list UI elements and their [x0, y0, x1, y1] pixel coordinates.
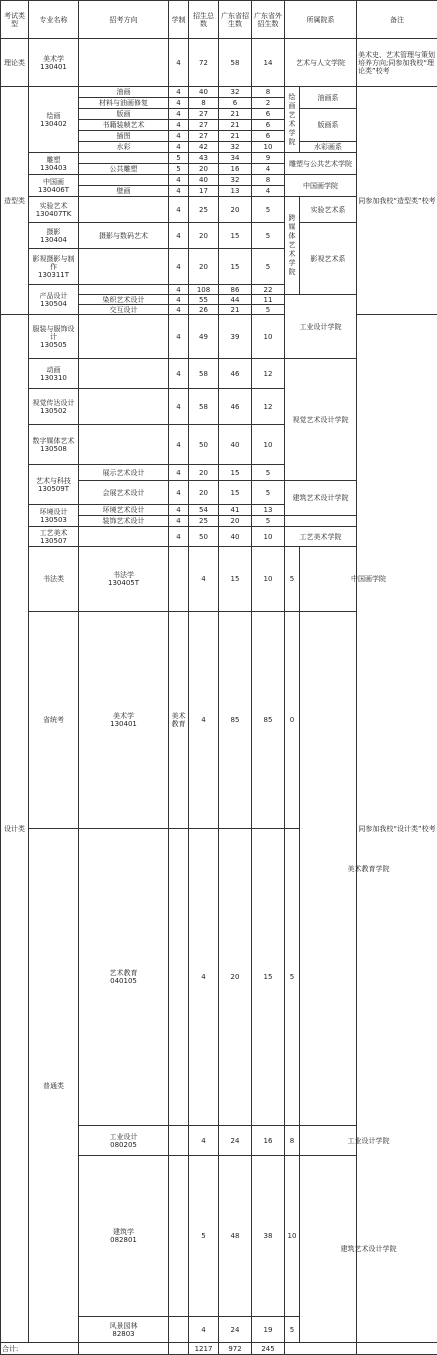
table-cell — [79, 39, 169, 87]
table-cell: 11 — [252, 295, 285, 305]
table-cell: 摄影与数码艺术 — [79, 223, 169, 249]
table-cell: 合计: — [1, 1343, 79, 1355]
table-cell: 8 — [252, 175, 285, 186]
table-cell: 跨 媒 体 艺 术 学 院 — [285, 197, 300, 295]
table-cell: 4 — [169, 249, 189, 285]
table-cell: 15 — [252, 829, 285, 1126]
table-cell: 972 — [219, 1343, 252, 1355]
table-cell: 40 — [189, 87, 219, 98]
table-cell: 58 — [189, 359, 219, 389]
table-cell: 15 — [219, 223, 252, 249]
table-cell: 会展艺术设计 — [79, 481, 169, 505]
table-cell: 4 — [169, 465, 189, 481]
table-cell: 24 — [219, 1317, 252, 1343]
table-cell — [79, 315, 169, 359]
table-cell: 书法学 130405T — [79, 547, 169, 612]
table-cell: 5 — [252, 223, 285, 249]
table-cell: 中国画学院 — [285, 175, 357, 197]
table-row — [1, 87, 437, 98]
table-cell: 雕塑 130403 — [29, 153, 79, 175]
table-cell: 6 — [252, 109, 285, 120]
table-cell: 24 — [219, 1126, 252, 1156]
table-cell: 40 — [219, 527, 252, 547]
table-cell: 20 — [189, 164, 219, 175]
table-cell: 4 — [169, 505, 189, 516]
header-note: 备注 — [357, 1, 437, 39]
table-cell: 普通类 — [29, 829, 79, 1343]
table-cell: 39 — [219, 315, 252, 359]
table-cell: 版画 — [79, 109, 169, 120]
table-cell: 省统考 — [29, 612, 79, 829]
table-cell: 46 — [219, 389, 252, 425]
table-cell: 美术史、艺术管理与策划培养方向;同参加我校“理论类”校考 — [357, 39, 437, 87]
table-cell: 交互设计 — [79, 305, 169, 315]
table-cell: 1217 — [189, 1343, 219, 1355]
table-cell: 4 — [169, 98, 189, 109]
table-cell: 72 — [189, 39, 219, 87]
table-cell: 5 — [252, 305, 285, 315]
table-cell: 8 — [252, 87, 285, 98]
table-cell — [169, 829, 189, 1126]
table-cell: 4 — [169, 186, 189, 197]
header-row — [1, 1, 437, 39]
table-cell: 85 — [252, 612, 285, 829]
table-cell: 艺术与科技 130509T — [29, 465, 79, 505]
table-cell: 19 — [252, 1317, 285, 1343]
table-cell — [285, 1343, 357, 1355]
table-cell: 14 — [252, 39, 285, 87]
table-cell: 绘画 130402 — [29, 87, 79, 153]
table-cell — [79, 1343, 169, 1355]
table-cell: 工业设计学院 — [300, 1126, 437, 1156]
table-cell: 染织艺术设计 — [79, 295, 169, 305]
table-cell: 48 — [219, 1156, 252, 1317]
table-cell: 20 — [189, 481, 219, 505]
table-cell: 环境艺术设计 — [79, 505, 169, 516]
table-cell: 4 — [169, 197, 189, 223]
table-cell: 展示艺术设计 — [79, 465, 169, 481]
table-cell: 4 — [169, 131, 189, 142]
table-cell: 服装与服饰设计 130505 — [29, 315, 79, 359]
table-cell: 风景园林 82803 — [79, 1317, 169, 1343]
table-cell: 建筑艺术设计学院 — [300, 1156, 437, 1343]
table-cell: 10 — [252, 425, 285, 465]
table-row — [1, 612, 437, 829]
table-cell: 工艺美术学院 — [285, 527, 357, 547]
table-cell: 4 — [169, 516, 189, 527]
table-cell: 10 — [252, 315, 285, 359]
table-cell: 理论类 — [1, 39, 29, 87]
table-cell: 雕塑与公共艺术学院 — [285, 153, 357, 175]
table-cell: 影视艺术系 — [300, 223, 357, 295]
table-cell: 同参加我校“造型类”校考 — [357, 87, 437, 315]
table-cell: 5 — [252, 516, 285, 527]
table-cell: 艺术与人文学院 — [285, 39, 357, 87]
table-cell: 工业设计 080205 — [79, 1126, 169, 1156]
table-cell: 4 — [169, 285, 189, 295]
table-cell: 50 — [189, 425, 219, 465]
table-cell: 数字媒体艺术 130508 — [29, 425, 79, 465]
table-cell: 8 — [189, 98, 219, 109]
table-cell: 85 — [219, 612, 252, 829]
table-cell: 13 — [219, 186, 252, 197]
table-cell: 工艺美术 130507 — [29, 527, 79, 547]
table-cell: 34 — [219, 153, 252, 164]
table-cell: 6 — [219, 98, 252, 109]
table-body — [1, 39, 437, 1355]
table-cell: 中国画学院 — [300, 547, 437, 612]
table-cell: 10 — [252, 142, 285, 153]
table-cell: 4 — [189, 547, 219, 612]
table-cell: 38 — [252, 1156, 285, 1317]
table-cell — [79, 175, 169, 186]
header-gd: 广东省招生数 — [219, 1, 252, 39]
table-cell: 书法类 — [29, 547, 79, 612]
table-cell: 25 — [189, 197, 219, 223]
table-cell: 108 — [189, 285, 219, 295]
table-cell: 实验艺术 130407TK — [29, 197, 79, 223]
table-cell: 12 — [252, 359, 285, 389]
table-cell: 4 — [169, 295, 189, 305]
table-cell: 公共雕塑 — [79, 164, 169, 175]
table-cell: 同参加我校“设计类”校考 — [357, 315, 437, 1343]
table-cell: 27 — [189, 131, 219, 142]
table-cell: 15 — [219, 547, 252, 612]
table-cell: 27 — [189, 120, 219, 131]
table-cell: 5 — [285, 1317, 300, 1343]
table-cell — [357, 1343, 437, 1355]
table-cell: 13 — [252, 505, 285, 516]
table-cell: 动画 130310 — [29, 359, 79, 389]
table-cell: 6 — [252, 131, 285, 142]
table-cell: 2 — [252, 98, 285, 109]
table-cell: 15 — [219, 481, 252, 505]
table-cell: 54 — [189, 505, 219, 516]
table-cell: 5 — [252, 249, 285, 285]
table-cell: 17 — [189, 186, 219, 197]
table-cell: 6 — [252, 120, 285, 131]
table-cell: 油画 — [79, 87, 169, 98]
header-direction: 招考方向 — [79, 1, 169, 39]
table-cell: 4 — [169, 109, 189, 120]
table-cell: 5 — [189, 1156, 219, 1317]
table-cell — [169, 1156, 189, 1317]
table-cell: 22 — [252, 285, 285, 295]
table-cell: 32 — [219, 87, 252, 98]
table-cell: 49 — [189, 315, 219, 359]
table-cell: 插图 — [79, 131, 169, 142]
table-cell: 20 — [189, 249, 219, 285]
table-cell: 4 — [169, 527, 189, 547]
header-college: 所属院系 — [285, 1, 357, 39]
table-cell: 5 — [285, 547, 300, 612]
table-cell: 21 — [219, 109, 252, 120]
table-cell — [79, 285, 169, 295]
table-cell: 4 — [252, 164, 285, 175]
table-cell — [169, 1317, 189, 1343]
table-cell: 工业设计学院 — [285, 295, 357, 359]
table-cell: 5 — [285, 829, 300, 1126]
table-cell: 4 — [169, 87, 189, 98]
table-row — [1, 39, 437, 87]
table-cell: 10 — [285, 1156, 300, 1317]
table-cell: 视觉传达设计 130502 — [29, 389, 79, 425]
table-cell: 4 — [189, 1317, 219, 1343]
table-cell: 46 — [219, 359, 252, 389]
table-cell: 10 — [252, 527, 285, 547]
table-cell: 4 — [169, 223, 189, 249]
table-cell: 0 — [285, 612, 300, 829]
table-cell: 21 — [219, 131, 252, 142]
table-cell: 4 — [189, 612, 219, 829]
table-cell: 5 — [252, 481, 285, 505]
table-cell: 4 — [252, 186, 285, 197]
table-cell: 4 — [169, 305, 189, 315]
table-cell: 86 — [219, 285, 252, 295]
header-major: 专业名称 — [29, 1, 79, 39]
table-cell: 20 — [189, 465, 219, 481]
table-cell — [79, 153, 169, 164]
table-cell — [169, 1343, 189, 1355]
table-cell: 4 — [169, 481, 189, 505]
table-cell: 4 — [189, 829, 219, 1126]
table-cell — [79, 425, 169, 465]
table-cell: 4 — [169, 175, 189, 186]
table-cell: 15 — [219, 249, 252, 285]
table-cell: 40 — [219, 425, 252, 465]
table-cell: 41 — [219, 505, 252, 516]
table-cell: 美术学 130401 — [79, 612, 169, 829]
table-cell: 20 — [219, 197, 252, 223]
table-cell: 32 — [219, 142, 252, 153]
table-cell: 4 — [169, 39, 189, 87]
table-cell — [79, 197, 169, 223]
table-cell: 21 — [219, 120, 252, 131]
table-cell: 美术教育学院 — [300, 612, 437, 1126]
table-cell: 版画系 — [300, 109, 357, 142]
table-cell: 16 — [219, 164, 252, 175]
table-cell: 4 — [169, 120, 189, 131]
table-cell: 10 — [252, 547, 285, 612]
header-enroll: 招生总数 — [189, 1, 219, 39]
table-cell: 书籍装帧艺术 — [79, 120, 169, 131]
table-cell: 实验艺术系 — [300, 197, 357, 223]
table-cell: 20 — [219, 829, 252, 1126]
table-cell: 27 — [189, 109, 219, 120]
table-cell: 4 — [169, 315, 189, 359]
table-cell: 4 — [169, 389, 189, 425]
table-cell: 4 — [169, 425, 189, 465]
table-cell: 4 — [169, 359, 189, 389]
table-cell: 艺术教育 040105 — [79, 829, 169, 1126]
table-row — [1, 547, 437, 612]
table-cell: 美术学 130401 — [29, 39, 79, 87]
table-cell: 5 — [169, 164, 189, 175]
table-cell: 50 — [189, 527, 219, 547]
table-cell: 40 — [189, 175, 219, 186]
table-cell: 9 — [252, 153, 285, 164]
table-cell — [169, 547, 189, 612]
table-cell: 视觉艺术设计学院 — [285, 359, 357, 481]
table-cell: 造型类 — [1, 87, 29, 315]
table-cell: 环境设计 130503 — [29, 505, 79, 527]
table-cell: 245 — [252, 1343, 285, 1355]
table-row — [1, 1343, 437, 1355]
table-cell: 15 — [219, 465, 252, 481]
table-cell: 油画系 — [300, 87, 357, 109]
table-cell: 5 — [169, 153, 189, 164]
table-cell: 4 — [189, 1126, 219, 1156]
table-cell: 建筑学 082801 — [79, 1156, 169, 1317]
table-cell: 25 — [189, 516, 219, 527]
table-cell: 42 — [189, 142, 219, 153]
table-cell: 摄影 130404 — [29, 223, 79, 249]
table-cell: 20 — [189, 223, 219, 249]
table-row — [1, 315, 437, 359]
table-cell: 4 — [169, 142, 189, 153]
table-cell: 材料与油画修复 — [79, 98, 169, 109]
table-cell: 产品设计 130504 — [29, 285, 79, 315]
table-cell: 建筑艺术设计学院 — [285, 481, 357, 516]
table-cell: 5 — [252, 197, 285, 223]
table-cell: 美术教育 — [169, 612, 189, 829]
table-cell: 32 — [219, 175, 252, 186]
table-cell — [79, 527, 169, 547]
table-cell: 21 — [219, 305, 252, 315]
table-cell — [79, 359, 169, 389]
header-outside: 广东省外招生数 — [252, 1, 285, 39]
table-cell: 44 — [219, 295, 252, 305]
table-cell — [79, 249, 169, 285]
table-cell: 8 — [285, 1126, 300, 1156]
table-cell: 中国画 130406T — [29, 175, 79, 197]
table-cell — [169, 1126, 189, 1156]
table-cell: 20 — [219, 516, 252, 527]
table-cell: 绘 画 艺 术 学 院 — [285, 87, 300, 153]
table-cell: 壁画 — [79, 186, 169, 197]
table-cell: 装饰艺术设计 — [79, 516, 169, 527]
table-cell: 水彩画系 — [300, 142, 357, 153]
table-cell: 26 — [189, 305, 219, 315]
table-cell: 16 — [252, 1126, 285, 1156]
table-cell: 55 — [189, 295, 219, 305]
table-cell — [79, 389, 169, 425]
header-category: 考试类型 — [1, 1, 29, 39]
table-cell: 43 — [189, 153, 219, 164]
table-cell: 5 — [252, 465, 285, 481]
header-years: 学制 — [169, 1, 189, 39]
table-cell: 设计类 — [1, 315, 29, 1343]
table-cell: 58 — [189, 389, 219, 425]
table-cell: 58 — [219, 39, 252, 87]
table-cell: 影视摄影与制作 130311T — [29, 249, 79, 285]
table-cell: 水彩 — [79, 142, 169, 153]
table-cell: 12 — [252, 389, 285, 425]
